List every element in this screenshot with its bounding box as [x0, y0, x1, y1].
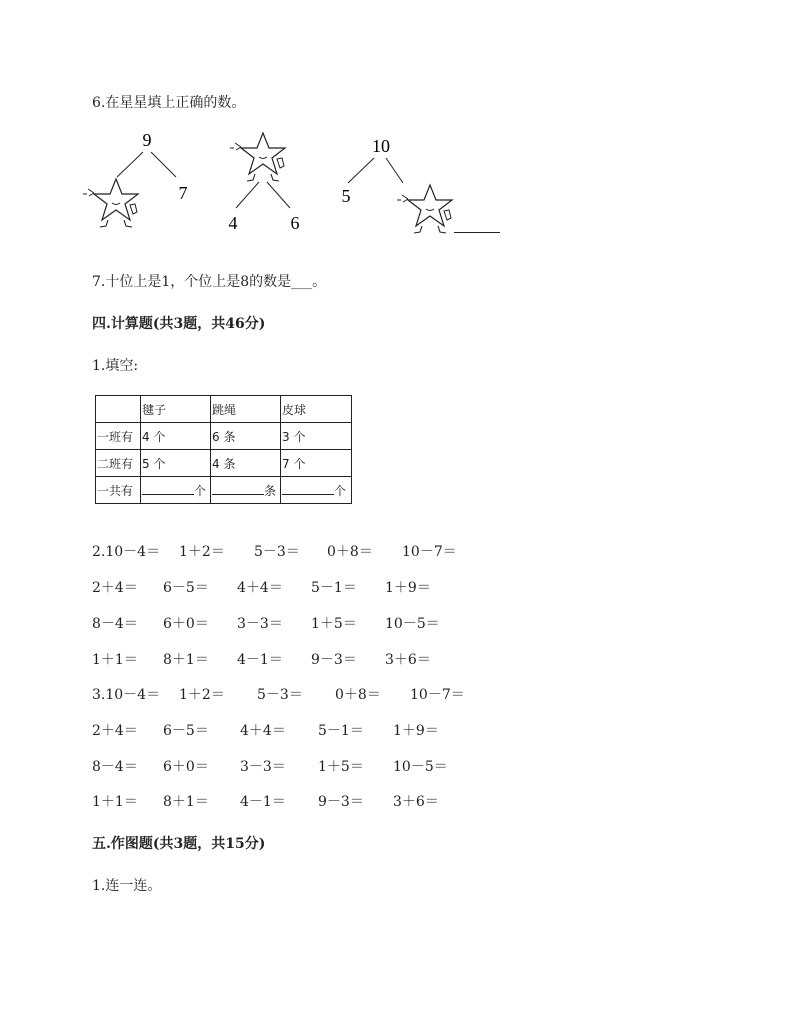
equation: 1＋5＝: [318, 759, 364, 775]
unit-label: 条: [264, 483, 277, 498]
table-cell: 4 个: [141, 423, 211, 450]
table-row: [96, 423, 352, 450]
tree-3-top: 10: [372, 136, 390, 156]
equation: 5－3＝: [254, 544, 300, 560]
equation: 8＋1＝: [163, 652, 209, 668]
question-7-text: 7.十位上是1，个位上是8的数是___。: [92, 274, 327, 290]
equation: 1＋2＝: [179, 544, 225, 560]
table-cell: 毽子: [141, 396, 211, 423]
table-cell: 6 条: [211, 423, 281, 450]
equation: 3＋6＝: [385, 652, 431, 668]
tree-1-right: 7: [178, 183, 188, 203]
table-cell: 7 个: [281, 450, 352, 477]
unit-label: 个: [334, 483, 347, 498]
equation: 3－3＝: [240, 759, 286, 775]
equation: 1＋1＝: [92, 652, 138, 668]
table-answer-cell[interactable]: [281, 477, 352, 504]
table-answer-cell[interactable]: [211, 477, 281, 504]
fill-table: [95, 395, 352, 504]
equation: 6＋0＝: [163, 759, 209, 775]
star-icon[interactable]: [83, 179, 138, 227]
equation: 2＋4＝: [92, 723, 138, 739]
equation: 3－3＝: [237, 616, 283, 632]
equation: 5－1＝: [318, 723, 364, 739]
answer-blank[interactable]: [282, 482, 334, 495]
equation: 0＋8＝: [327, 544, 373, 560]
equation: 5－3＝: [257, 687, 303, 703]
equation: 1＋9＝: [385, 580, 431, 596]
table-cell: 二班有: [96, 450, 141, 477]
table-cell: 5 个: [141, 450, 211, 477]
equation: 6＋0＝: [163, 616, 209, 632]
answer-blank[interactable]: [212, 482, 264, 495]
equation: 10－5＝: [385, 616, 440, 632]
table-header-row: [96, 396, 352, 423]
equation: 10－7＝: [410, 687, 465, 703]
equation: 1＋1＝: [92, 794, 138, 810]
equation: 3.10－4＝: [92, 687, 161, 703]
tree-2-left: 4: [228, 213, 238, 233]
equation: 8＋1＝: [163, 794, 209, 810]
answer-blank[interactable]: [142, 482, 194, 495]
equation: 3＋6＝: [393, 794, 439, 810]
table-cell: 4 条: [211, 450, 281, 477]
equation: 1＋9＝: [393, 723, 439, 739]
section-5-question-1-text: 1.连一连。: [92, 878, 162, 894]
equation: 4－1＝: [240, 794, 286, 810]
equation: 4＋4＝: [240, 723, 286, 739]
question-6-text: 6.在星星填上正确的数。: [92, 95, 246, 111]
star-icon[interactable]: [230, 133, 285, 181]
number-trees-figure: [0, 125, 794, 275]
equation: 6－5＝: [163, 723, 209, 739]
table-cell: 一共有: [96, 477, 141, 504]
answer-blank-line[interactable]: [454, 232, 500, 233]
table-row: [96, 450, 352, 477]
table-cell: 一班有: [96, 423, 141, 450]
unit-label: 个: [194, 483, 207, 498]
tree-1-top: 9: [142, 130, 152, 150]
tree-3-left: 5: [341, 186, 351, 206]
section-4-heading: 四.计算题(共3题，共46分): [92, 316, 266, 332]
equation: 6－5＝: [163, 580, 209, 596]
equation: 2.10－4＝: [92, 544, 161, 560]
equation: 9－3＝: [311, 652, 357, 668]
equation: 10－7＝: [402, 544, 457, 560]
equation: 10－5＝: [393, 759, 448, 775]
equation: 8－4＝: [92, 616, 138, 632]
equation: 4－1＝: [237, 652, 283, 668]
tree-1: [83, 130, 188, 227]
table-cell: 皮球: [281, 396, 352, 423]
table-total-row: [96, 477, 352, 504]
tree-3: [342, 136, 453, 233]
equation: 4＋4＝: [237, 580, 283, 596]
section-5-heading: 五.作图题(共3题，共15分): [92, 836, 266, 852]
table-answer-cell[interactable]: [141, 477, 211, 504]
star-icon[interactable]: [397, 185, 452, 233]
equation: 5－1＝: [311, 580, 357, 596]
equation: 2＋4＝: [92, 580, 138, 596]
equation: 0＋8＝: [335, 687, 381, 703]
equation: 1＋5＝: [311, 616, 357, 632]
table-cell: 3 个: [281, 423, 352, 450]
equation: 1＋2＝: [179, 687, 225, 703]
tree-2: [229, 133, 300, 233]
equation: 8－4＝: [92, 759, 138, 775]
table-cell: 跳绳: [211, 396, 281, 423]
tree-2-right: 6: [290, 213, 300, 233]
question-1-text: 1.填空:: [92, 358, 139, 374]
table-cell: [96, 396, 141, 423]
equation: 9－3＝: [318, 794, 364, 810]
